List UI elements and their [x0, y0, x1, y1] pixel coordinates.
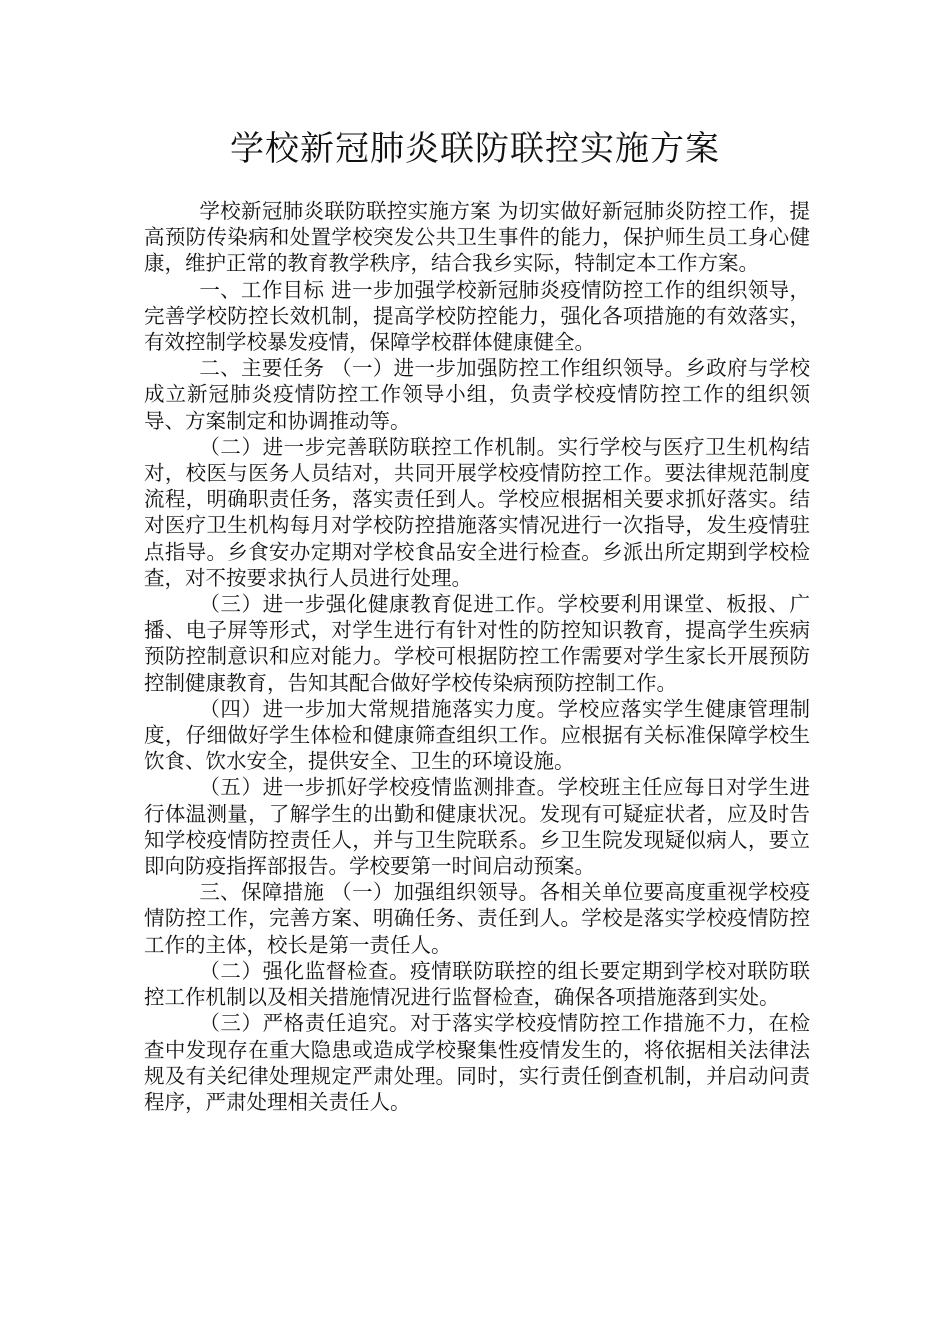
document-body: [144, 198, 810, 1115]
paragraph-goal: 一、工作目标 进一步加强学校新冠肺炎疫情防控工作的组织领导，完善学校防控长效机制，提高学校防控能力，强化各项措施的有效落实，有效控制学校暴发疫情，保障学校群体健康健全。: [144, 277, 810, 355]
paragraph-measure-1: 三、保障措施 （一）加强组织领导。各相关单位要高度重视学校疫情防控工作，完善方案、明确任务、责任到人。学校是落实学校疫情防控工作的主体，校长是第一责任人。: [144, 880, 810, 957]
paragraph-task-1: 二、主要任务 （一）进一步加强防控工作组织领导。乡政府与学校成立新冠肺炎疫情防控工作领导小组，负责学校疫情防控工作的组织领导、方案制定和协调推动等。: [144, 356, 810, 433]
paragraph-task-2: （二）进一步完善联防联控工作机制。实行学校与医疗卫生机构结对，校医与医务人员结对，共同开展学校疫情防控工作。要法律规范制度流程，明确职责任务，落实责任到人。学校应根据相关要求抓好落实。结对医疗卫生机构每月对学校防控措施落实情况进行一次指导，发生疫情驻点指导。乡食安办定期对学校食品安全进行检查。乡派出所定期到学校检查，对不按要求执行人员进行处理。: [144, 434, 810, 590]
paragraph-measure-3: （三）严格责任追究。对于落实学校疫情防控工作措施不力，在检查中发现存在重大隐患或造成学校聚集性疫情发生的，将依据相关法律法规及有关纪律处理规定严肃处理。同时，实行责任倒查机制，并启动问责程序，严肃处理相关责任人。: [144, 1011, 810, 1114]
paragraph-task-3: （三）进一步强化健康教育促进工作。学校要利用课堂、板报、广播、电子屏等形式，对学生进行有针对性的防控知识教育，提高学生疾病预防控制意识和应对能力。学校可根据防控工作需要对学生家长开展预防控制健康教育，告知其配合做好学校传染病预防控制工作。: [144, 592, 810, 695]
paragraph-task-5: （五）进一步抓好学校疫情监测排查。学校班主任应每日对学生进行体温测量，了解学生的出勤和健康状况。发现有可疑症状者，应及时告知学校疫情防控责任人，并与卫生院联系。乡卫生院发现疑似病人，要立即向防疫指挥部报告。学校要第一时间启动预案。: [144, 775, 810, 879]
document-title: 学校新冠肺炎联防联控实施方案: [230, 129, 720, 169]
paragraph-measure-2: （二）强化监督检查。疫情联防联控的组长要定期到学校对联防联控工作机制以及相关措施情况进行监督检查，确保各项措施落到实处。: [144, 958, 810, 1010]
paragraph-intro: 学校新冠肺炎联防联控实施方案 为切实做好新冠肺炎防控工作，提高预防传染病和处置学校突发公共卫生事件的能力，保护师生员工身心健康，维护正常的教育教学秩序，结合我乡实际，特制定本工作方案。: [144, 199, 810, 276]
paragraph-task-4: （四）进一步加大常规措施落实力度。学校应落实学生健康管理制度，仔细做好学生体检和健康筛查组织工作。应根据有关标准保障学校生饮食、饮水安全，提供安全、卫生的环境设施。: [144, 696, 810, 774]
